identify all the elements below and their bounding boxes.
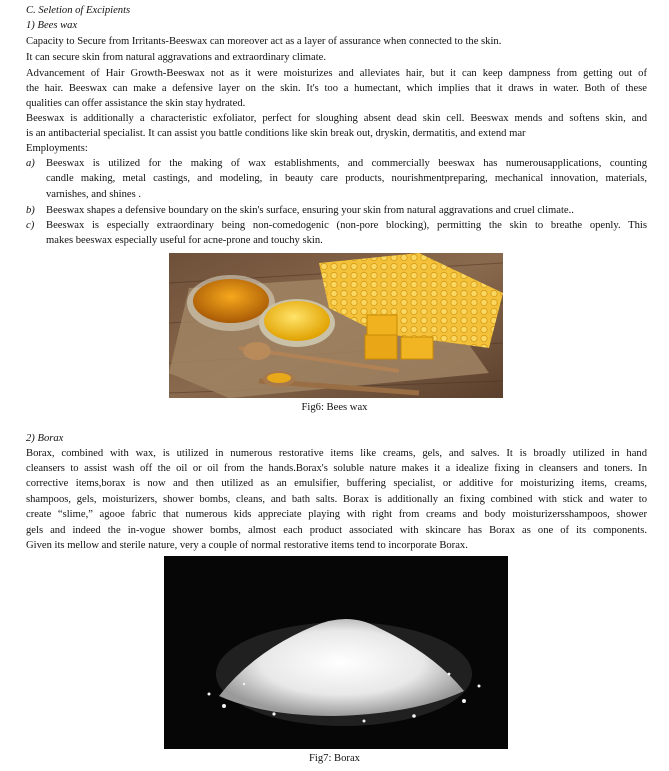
beeswax-paragraph-3-line: the hair. Beeswax can make a defensive layer on the skin. It's too a humectant, which implies that it draws in water. Both of these — [26, 83, 647, 94]
borax-paragraph-line: shampoos, gels, moisturizers, shower bombs, cleans, and bath salts. Borax is additionally an fixing combined with stick and water to — [26, 494, 647, 505]
figure-7-caption: Fig7: Borax — [309, 753, 360, 764]
borax-paragraph-line: gels and indeed the in-vogue shower bombs, almost each product associated with skincare has Borax as one of its components. — [26, 525, 647, 536]
borax-powder-illustration — [164, 556, 508, 749]
beeswax-paragraph-2: It can secure skin from natural aggravations and extraordinary climate. — [26, 52, 327, 63]
list-item-c-line: makes beeswax especially useful for acne-prone and touchy skin. — [46, 235, 323, 246]
borax-heading: 2) Borax — [26, 433, 64, 444]
borax-paragraph-line: cleansers to assist wash off the oil or oil from the hands.Borax's soluble nature makes it a idealize fixing in cleansers and toners. In — [26, 463, 647, 474]
list-item-a-line: Beeswax is utilized for the making of wax establishments, and commercially beeswax has numerousapplications, counting — [46, 158, 647, 169]
list-item-b-line: Beeswax shapes a defensive boundary on the skin's surface, ensuring your skin from natural aggravations and cruel climate.. — [46, 205, 574, 216]
beeswax-illustration — [169, 253, 503, 398]
list-marker-a: a) — [26, 158, 35, 169]
beeswax-paragraph-3-line: qualities can offer assistance the skin stay hydrated. — [26, 98, 246, 109]
list-marker-b: b) — [26, 205, 35, 216]
list-item-a-line: candle making, metal castings, and modeling, in beauty care products, nourishmentpreparing, mechanical innovation, materials, — [46, 173, 647, 184]
figure-6-caption: Fig6: Bees wax — [301, 402, 368, 413]
section-heading: C. Seletion of Excipients — [26, 5, 131, 16]
list-item-a-line: varnishes, and shines . — [46, 189, 142, 200]
list-item-c-line: Beeswax is especially extraordinary being non-comedogenic (non-pore blocking), permitting the skin to breathe openly. This — [46, 220, 647, 231]
borax-paragraph-line: Given its mellow and sterile nature, very a couple of normal restorative items tend to incorporate Borax. — [26, 540, 468, 551]
beeswax-photo — [169, 253, 503, 398]
borax-photo — [164, 556, 508, 749]
employments-label: Employments: — [26, 143, 88, 154]
beeswax-paragraph-3-line: Advancement of Hair Growth-Beeswax not as it were moisturizes and alleviates hair, but it can keep dampness from getting out of — [26, 68, 647, 79]
borax-paragraph-line: corrective items,borax is now and then utilized as an emulsifier, buffering specialist, or additive for moisturizing items, creams, — [26, 478, 647, 489]
borax-paragraph-line: Borax, combined with wax, is utilized in numerous restorative items like creams, gels, and salves. It is broadly utilized in hand — [26, 448, 647, 459]
list-marker-c: c) — [26, 220, 35, 231]
borax-paragraph-line: create “slime,” agooe fabric that numerous kids appreciate playing with right from creams and body moisturizersshampoos, shower — [26, 509, 647, 520]
beeswax-heading: 1) Bees wax — [26, 20, 78, 31]
beeswax-paragraph-4-line: is an antibacterial specialist. It can assist you battle conditions like skin break out, dryskin, dermatitis, and extend mar — [26, 128, 526, 139]
beeswax-paragraph-4-line: Beeswax is additionally a characteristic exfoliator, perfect for sloughing absent dead skin cell. Beeswax mends and softens skin, and — [26, 113, 647, 124]
beeswax-paragraph-1: Capacity to Secure from Irritants-Beeswax can moreover act as a layer of assurance when connected to the skin. — [26, 36, 502, 47]
